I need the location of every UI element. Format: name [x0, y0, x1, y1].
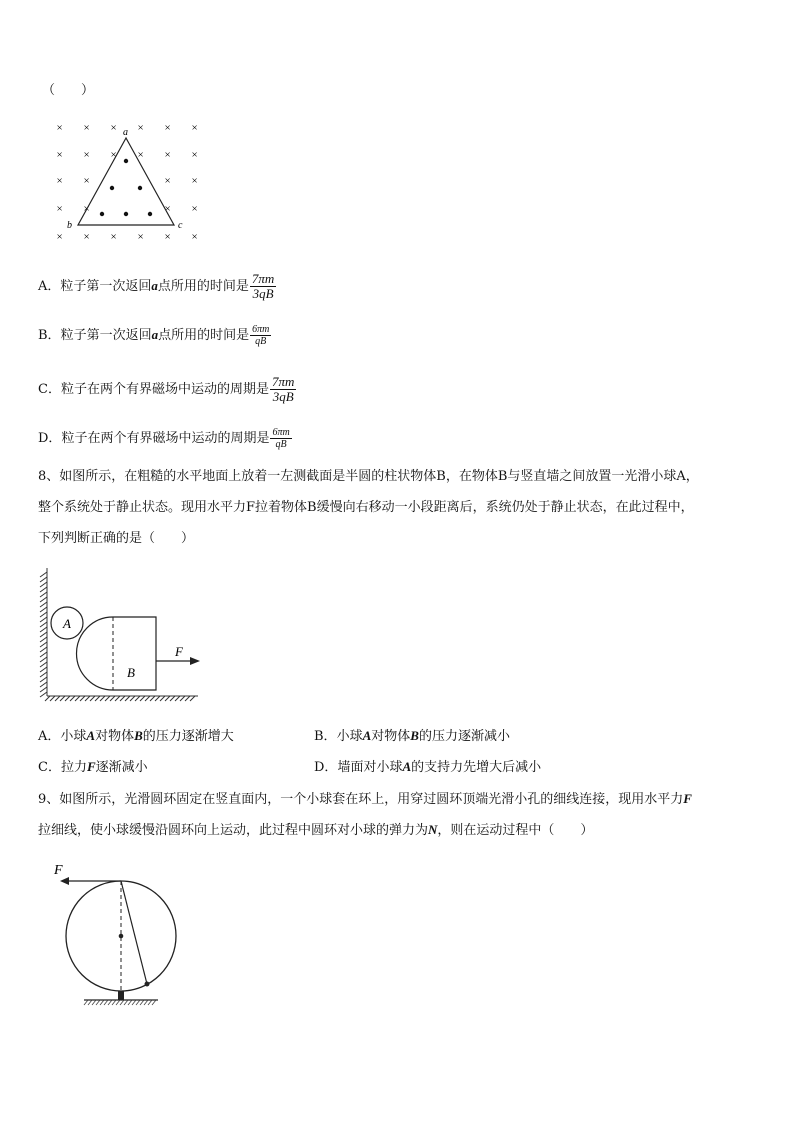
floor-hatch-line [100, 696, 105, 701]
field-cross: × [56, 203, 63, 215]
ground-hatch-line [92, 1000, 96, 1005]
wall-hatch-line [40, 647, 47, 652]
q8-stem-line3: 下列判断正确的是（ ） [38, 531, 195, 546]
block-b [77, 617, 157, 690]
ground-hatch-line [88, 1000, 92, 1005]
vertex-label-b: b [67, 220, 72, 231]
wall-hatch-line [40, 572, 47, 577]
ground-hatch-line [100, 1000, 104, 1005]
force-label: F [175, 644, 183, 659]
floor-hatch-line [85, 696, 90, 701]
wall-hatch-line [40, 637, 47, 642]
floor-hatch-line [130, 696, 135, 701]
q7-figure-triangle-field [50, 118, 210, 244]
floor-hatch-line [155, 696, 160, 701]
ground-hatch-line [152, 1000, 156, 1005]
field-cross: × [164, 231, 171, 243]
field-dot [148, 212, 152, 216]
floor-hatch-line [190, 696, 195, 701]
wall-hatch-line [40, 682, 47, 687]
field-cross: × [56, 149, 63, 161]
field-cross: × [110, 149, 117, 161]
force-arrowhead [190, 657, 200, 665]
wall-hatch-line [40, 692, 47, 697]
ground-hatch-line [148, 1000, 152, 1005]
floor-hatch-line [145, 696, 150, 701]
floor-hatch-line [65, 696, 70, 701]
wall-hatch-line [40, 597, 47, 602]
ground-hatch-line [140, 1000, 144, 1005]
floor-hatch-line [165, 696, 170, 701]
q8-option-a[interactable]: A．小球A对物体B的压力逐渐增大 [38, 728, 234, 744]
q8-stem-line2: 整个系统处于静止状态。现用水平力F拉着物体B缓慢向右移动一小段距离后，系统仍处于静止状态，在此过程中， [38, 500, 694, 515]
field-cross: × [83, 175, 90, 187]
field-cross: × [83, 122, 90, 134]
floor-hatch-line [50, 696, 55, 701]
wall-hatch-line [40, 667, 47, 672]
floor-hatch-line [70, 696, 75, 701]
ground-hatch-line [132, 1000, 136, 1005]
wall-hatch-line [40, 657, 47, 662]
wall-hatch-line [40, 622, 47, 627]
wall-hatch-line [40, 652, 47, 657]
ball-a-label: A [63, 616, 71, 631]
field-dot [124, 159, 128, 163]
floor-hatch-line [170, 696, 175, 701]
answer-paren: （ ） [42, 83, 95, 98]
string [121, 881, 147, 984]
field-cross: × [164, 122, 171, 134]
floor-hatch-line [60, 696, 65, 701]
field-cross: × [83, 203, 90, 215]
wall-hatch-line [40, 677, 47, 682]
wall-hatch-line [40, 617, 47, 622]
field-cross: × [83, 149, 90, 161]
ground-hatch-line [144, 1000, 148, 1005]
field-dot [138, 186, 142, 190]
floor-hatch-line [140, 696, 145, 701]
field-dot [100, 212, 104, 216]
field-cross: × [191, 175, 198, 187]
field-cross: × [164, 149, 171, 161]
q8-stem-line1: 8、如图所示，在粗糙的水平地面上放着一左测截面是半圆的柱状物体B，在物体B与竖直墙之间放置一光滑小球A， [38, 469, 699, 484]
wall-hatch-line [40, 632, 47, 637]
ground-hatch-line [120, 1000, 124, 1005]
field-cross: × [110, 122, 117, 134]
ground-hatch-line [124, 1000, 128, 1005]
wall-hatch-line [40, 627, 47, 632]
floor-hatch-line [115, 696, 120, 701]
q8-option-b[interactable]: B．小球A对物体B的压力逐渐减小 [314, 728, 510, 744]
floor-hatch-line [185, 696, 190, 701]
floor-hatch-line [55, 696, 60, 701]
floor-hatch-line [160, 696, 165, 701]
field-dot [124, 212, 128, 216]
floor-hatch-line [80, 696, 85, 701]
floor-hatch-line [105, 696, 110, 701]
q9-figure-ring [50, 858, 190, 1008]
ground-hatch-line [128, 1000, 132, 1005]
ground-hatch-line [136, 1000, 140, 1005]
ground-hatch-line [104, 1000, 108, 1005]
field-cross: × [83, 231, 90, 243]
field-cross: × [110, 231, 117, 243]
q7-option-a[interactable]: A．粒子第一次返回a点所用的时间是 $\frac{7\pi m}{3qB}$ [38, 271, 275, 301]
q7-option-d[interactable]: D．粒子在两个有界磁场中运动的周期是 $\frac{6\pi m}{qB}$ [38, 427, 290, 450]
floor-hatch-line [120, 696, 125, 701]
wall-hatch-line [40, 672, 47, 677]
field-cross: × [137, 149, 144, 161]
wall-hatch-line [40, 642, 47, 647]
vertex-label-a: a [123, 127, 128, 138]
field-cross: × [191, 231, 198, 243]
floor-hatch-line [90, 696, 95, 701]
wall-hatch-line [40, 662, 47, 667]
ground-hatch-line [116, 1000, 120, 1005]
q8-option-c[interactable]: C．拉力F逐渐减小 [38, 759, 148, 775]
field-cross: × [164, 175, 171, 187]
wall-hatch-line [40, 582, 47, 587]
floor-hatch-line [45, 696, 50, 701]
q7-option-b[interactable]: B．粒子第一次返回a点所用的时间是 $\frac{6\pi m}{qB}$ [38, 324, 270, 347]
ground-hatch-line [108, 1000, 112, 1005]
wall-hatch-line [40, 687, 47, 692]
wall-hatch-line [40, 592, 47, 597]
floor-hatch-line [180, 696, 185, 701]
field-cross: × [191, 203, 198, 215]
ring-center [119, 934, 124, 939]
floor-hatch-line [125, 696, 130, 701]
field-cross: × [191, 122, 198, 134]
wall-hatch-line [40, 587, 47, 592]
field-cross: × [191, 149, 198, 161]
wall-hatch-line [40, 577, 47, 582]
vertex-label-c: c [178, 220, 183, 231]
force-arrowhead [60, 877, 69, 885]
q8-figure-wall-ball-block [38, 562, 208, 702]
block-b-label: B [127, 665, 135, 680]
field-cross: × [137, 122, 144, 134]
field-cross: × [164, 203, 171, 215]
floor-hatch-line [135, 696, 140, 701]
floor-hatch-line [150, 696, 155, 701]
ground-hatch-line [96, 1000, 100, 1005]
field-cross: × [137, 231, 144, 243]
field-dot [110, 186, 114, 190]
wall-hatch-line [40, 607, 47, 612]
field-cross: × [56, 231, 63, 243]
ground-hatch-line [84, 1000, 88, 1005]
q7-option-c[interactable]: C．粒子在两个有界磁场中运动的周期是 $\frac{7\pi m}{3qB}$ [38, 374, 295, 404]
field-cross: × [56, 175, 63, 187]
floor-hatch-line [75, 696, 80, 701]
ground-hatch-line [112, 1000, 116, 1005]
floor-hatch-line [95, 696, 100, 701]
force-label: F [54, 863, 63, 878]
floor-hatch-line [110, 696, 115, 701]
wall-hatch-line [40, 612, 47, 617]
field-cross: × [56, 122, 63, 134]
q8-option-d[interactable]: D．墙面对小球A的支持力先增大后减小 [314, 759, 542, 775]
q9-stem-line2: 拉细线，使小球缓慢沿圆环向上运动，此过程中圆环对小球的弹力为N，则在运动过程中（ ） [38, 822, 594, 838]
floor-hatch-line [175, 696, 180, 701]
q9-stem-line1: 9、如图所示，光滑圆环固定在竖直面内，一个小球套在环上，用穿过圆环顶端光滑小孔的细线连接，现用水平力F [38, 791, 692, 807]
support-post [118, 991, 124, 1000]
wall-hatch-line [40, 602, 47, 607]
small-ball [145, 982, 150, 987]
